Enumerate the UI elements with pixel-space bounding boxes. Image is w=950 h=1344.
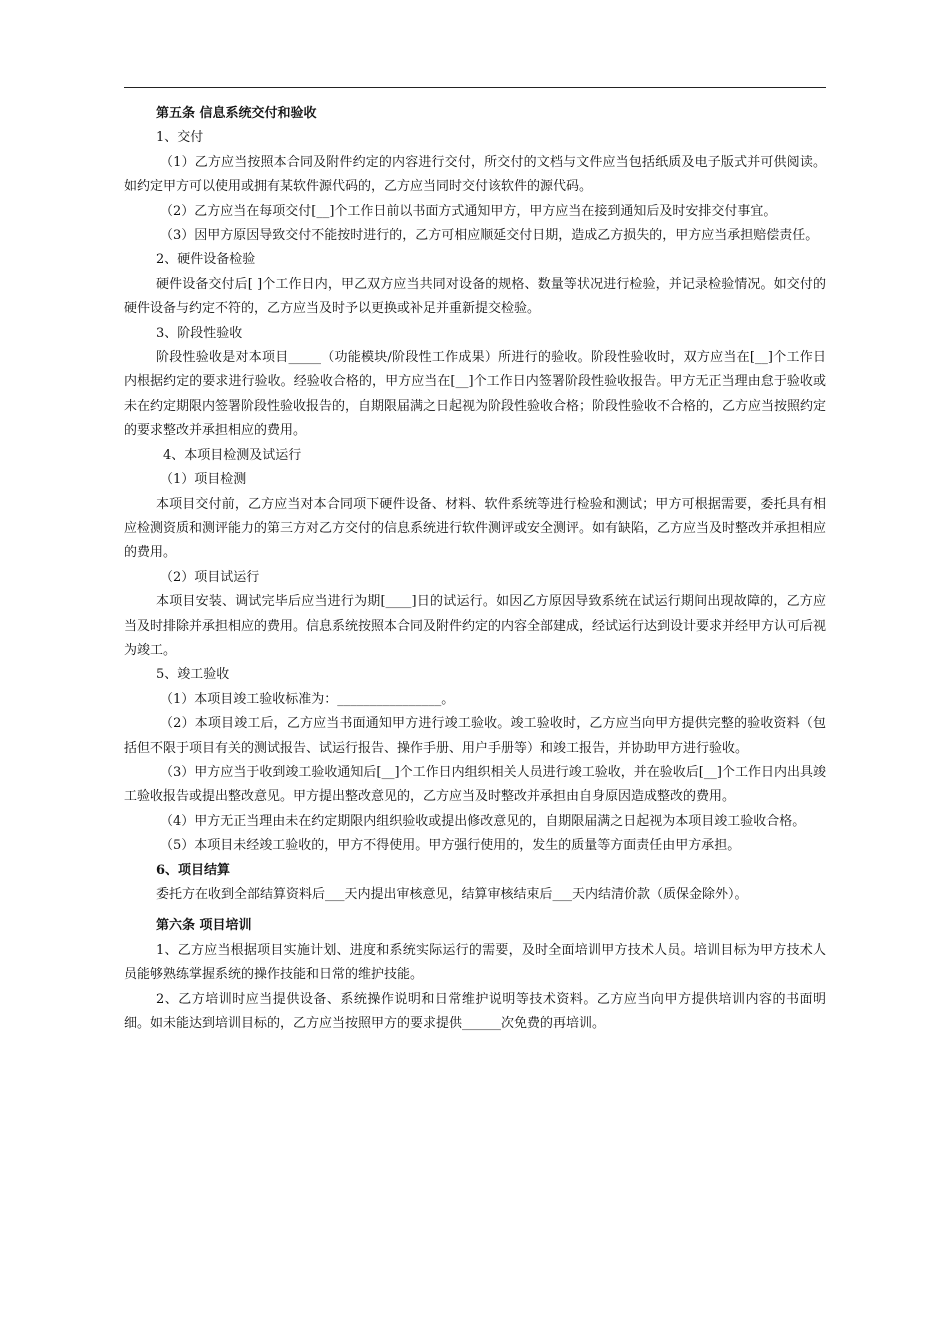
document-body (124, 102, 826, 1036)
section-4-heading: 4、本项目检测及试运行 (163, 447, 302, 463)
paragraph: 阶段性验收是对本项目_____（功能模块/阶段性工作成果）所进行的验收。阶段性验收时，双方应当在[__]个工作日内根据约定的要求进行验收。经验收合格的，甲方应当在[__]个工作日内签署阶段性验收报告。甲方无正当理由怠于验收或未在约定期限内签署阶段性验收报告的，自期限届满之日起视为阶段性验收合格；阶段性验收不合格的，乙方应当按照约定的要求整改并承担相应的费用。 (124, 350, 827, 439)
section-5-heading: 5、竣工验收 (156, 667, 230, 683)
paragraph: （2）乙方应当在每项交付[__]个工作日前以书面方式通知甲方，甲方应当在接到通知后及时安排交付事宜。 (160, 203, 777, 219)
paragraph: （2）本项目竣工后，乙方应当书面通知甲方进行竣工验收。竣工验收时，乙方应当向甲方提供完整的验收资料（包括但不限于项目有关的测试报告、试运行报告、操作手册、用户手册等）和竣工报告，并协助甲方进行验收。 (124, 716, 826, 756)
subsection-heading: （2）项目试运行 (160, 569, 260, 585)
section-3-heading: 3、阶段性验收 (156, 325, 243, 341)
header-rule (124, 87, 826, 88)
section-1-heading: 1、交付 (156, 130, 204, 146)
subsection-heading: （1）项目检测 (160, 472, 247, 488)
paragraph: 1、乙方应当根据项目实施计划、进度和系统实际运行的需要，及时全面培训甲方技术人员。培训目标为甲方技术人员能够熟练掌握系统的操作技能和日常的维护技能。 (124, 942, 826, 983)
paragraph: 本项目交付前，乙方应当对本合同项下硬件设备、材料、软件系统等进行检验和测试；甲方可根据需要，委托具有相应检测资质和测评能力的第三方对乙方交付的信息系统进行软件测评或安全测评。如有缺陷，乙方应当及时整改并承担相应的费用。 (124, 496, 827, 561)
paragraph: 硬件设备交付后[ ]个工作日内，甲乙双方应当共同对设备的规格、数量等状况进行检验，并记录检验情况。如交付的硬件设备与约定不符的，乙方应当及时予以更换或补足并重新提交检验。 (124, 276, 826, 317)
section-6-heading: 6、项目结算 (156, 862, 231, 878)
paragraph: （3）甲方应当于收到竣工验收通知后[__]个工作日内组织相关人员进行竣工验收，并在验收后[__]个工作日内出具竣工验收报告或提出整改意见。甲方提出整改意见的，乙方应当及时整改并承担由自身原因造成整改的费用。 (124, 764, 826, 805)
paragraph: （1）本项目竣工验收标准为：________________。 (160, 691, 455, 707)
section-2-heading: 2、硬件设备检验 (156, 252, 256, 268)
paragraph: （4）甲方无正当理由未在约定期限内组织验收或提出修改意见的，自期限届满之日起视为本项目竣工验收合格。 (160, 813, 806, 829)
paragraph: （1）乙方应当按照本合同及附件约定的内容进行交付，所交付的文档与文件应当包括纸质及电子版式并可供阅读。如约定甲方可以使用或拥有某软件源代码的，乙方应当同时交付该软件的源代码。 (124, 154, 826, 195)
paragraph: 本项目安装、调试完毕后应当进行为期[____]日的试运行。如因乙方原因导致系统在试运行期间出现故障的，乙方应当及时排除并承担相应的费用。信息系统按照本合同及附件约定的内容全部建成，经试运行达到设计要求并经甲方认可后视为竣工。 (124, 594, 827, 658)
paragraph: 委托方在收到全部结算资料后___天内提出审核意见，结算审核结束后___天内结清价款（质保金除外）。 (156, 887, 748, 902)
paragraph: 2、乙方培训时应当提供设备、系统操作说明和日常维护说明等技术资料。乙方应当向甲方提供培训内容的书面明细。如未能达到培训目标的，乙方应当按照甲方的要求提供______次免费的再培训。 (124, 991, 826, 1032)
article-5-heading: 第五条 信息系统交付和验收 (156, 106, 317, 121)
paragraph: （3）因甲方原因导致交付不能按时进行的，乙方可相应顺延交付日期，造成乙方损失的，甲方应当承担赔偿责任。 (160, 228, 819, 244)
paragraph: （5）本项目未经竣工验收的，甲方不得使用。甲方强行使用的，发生的质量等方面责任由甲方承担。 (160, 838, 741, 854)
article-6-heading: 第六条 项目培训 (156, 918, 252, 934)
